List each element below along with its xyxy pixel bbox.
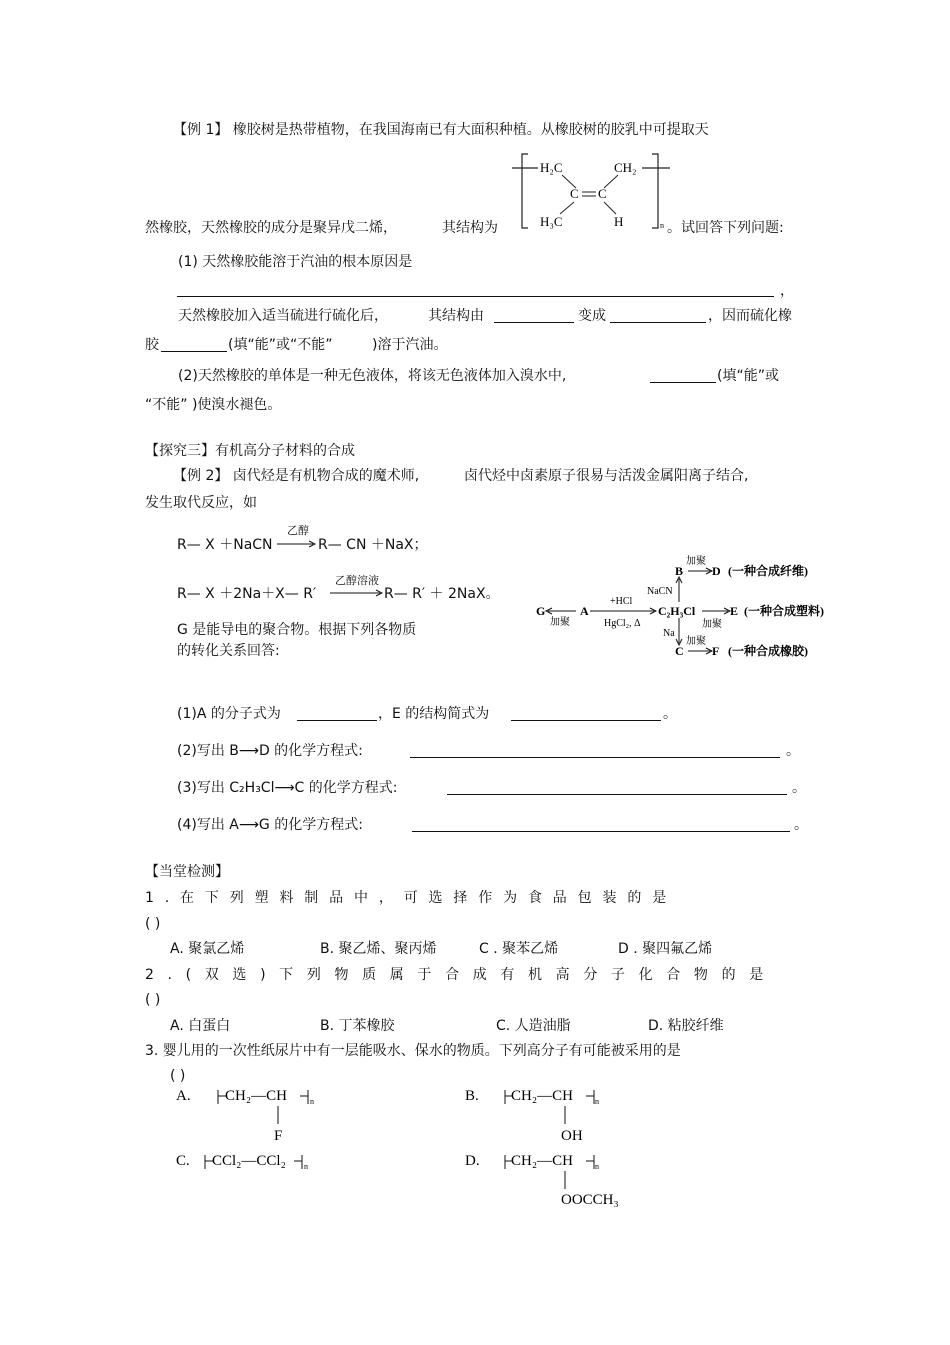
rx2-arrow <box>330 588 384 598</box>
opt-d-label: D. <box>465 1153 480 1169</box>
node-a: A <box>580 604 589 618</box>
ex1-line2b: 其结构为 <box>442 220 498 236</box>
struct-h: H <box>614 214 624 229</box>
f-note: (一种合成橡胶) <box>728 644 808 658</box>
rx2-cond: 乙醇溶液 <box>335 574 379 587</box>
hcl-label: +HCl <box>610 596 633 607</box>
opt-d-n: n <box>595 1162 599 1171</box>
node-d: D <box>712 564 721 578</box>
ex1-line2: 然橡胶，天然橡胶的成分是聚异戊二烯， <box>145 220 397 236</box>
opt-c-n: n <box>304 1162 308 1171</box>
struct-h2c: H₂C <box>540 160 563 175</box>
node-b: B <box>675 564 684 578</box>
opt-a-label: A. <box>176 1088 191 1104</box>
ex1-line1: 【例 1】 橡胶树是热带植物，在我国海南已有大面积种植。从橡胶树的胶乳中可提取天 <box>173 122 709 138</box>
check-q3-opt-d[interactable] <box>463 1146 643 1210</box>
e-note: (一种合成塑料) <box>744 604 824 618</box>
hgcl2-label: HgCl₂, Δ <box>604 618 641 629</box>
ex2-q4-end: 。 <box>794 817 808 833</box>
check-q3-paren[interactable]: ( ) <box>170 1068 186 1084</box>
opt-b-n: n <box>595 1097 599 1106</box>
ex2-line1b: 卤代烃中卤素原子很易与活泼金属阳离子结合, <box>464 468 749 484</box>
struct-ch2: CH₂ <box>614 160 637 175</box>
struct-c2: C <box>598 186 607 201</box>
opt-b-label: B. <box>465 1088 479 1104</box>
rx1-cond: 乙醇 <box>287 524 309 537</box>
rx1-left: R— X ＋NaCN <box>177 537 273 553</box>
check-q2-opt-b[interactable]: B. 丁苯橡胶 <box>320 1018 395 1034</box>
opt-a-main: CH₂—CH <box>225 1088 287 1104</box>
ex2-q4: (4)写出 A⟶G 的化学方程式: <box>177 817 363 833</box>
opt-c-label: C. <box>176 1153 190 1169</box>
node-f: F <box>712 644 720 658</box>
ex2-line2: 发生取代反应，如 <box>145 495 257 511</box>
ex1-q1c-c: )溶于汽油。 <box>372 337 448 353</box>
ga-label: 加聚 <box>550 617 570 628</box>
d-note: (一种合成纤维) <box>728 564 808 578</box>
opt-b-sub: OH <box>561 1128 583 1144</box>
rx2-left: R— X ＋2Na＋X— R′ <box>177 586 317 602</box>
node-c: C <box>675 644 684 658</box>
ex1-q1c-b: (填“能”或“不能” <box>228 337 333 353</box>
ex2-blank-formula-a[interactable] <box>297 706 377 721</box>
ex2-q3-end: 。 <box>792 780 806 796</box>
ex1-blank-bromine[interactable] <box>650 368 716 383</box>
ex2-q1-b: ，E 的结构简式为 <box>378 706 490 722</box>
ex1-q1-answer-line[interactable] <box>177 296 774 297</box>
opt-c-main: CCl₂—CCl₂ <box>212 1153 286 1169</box>
check-q1-opt-a[interactable]: A. 聚氯乙烯 <box>170 941 245 957</box>
check-q2-opt-c[interactable]: C. 人造油脂 <box>496 1018 571 1034</box>
check-q2-opt-a[interactable]: A. 白蛋白 <box>170 1018 231 1034</box>
ex1-blank-soluble[interactable] <box>161 337 227 352</box>
ex1-q1b-a: 天然橡胶加入适当硫进行硫化后， <box>178 308 388 324</box>
check-q2-opt-d[interactable]: D. 粘胶纤维 <box>648 1018 724 1034</box>
opt-a-sub: F <box>274 1128 283 1144</box>
ex2-q2-end: 。 <box>786 743 800 759</box>
check-q1-opt-c[interactable]: C . 聚苯乙烯 <box>479 941 559 957</box>
sec3-title: 【探究三】有机高分子材料的合成 <box>145 443 355 459</box>
cf-label: 加聚 <box>686 636 706 647</box>
rx2-right: R— R′ ＋ 2NaX。 <box>384 586 500 602</box>
struct-h3c: H₃C <box>540 214 563 229</box>
opt-a-n: n <box>310 1097 314 1106</box>
g-text2: 的转化关系回答: <box>177 643 280 659</box>
check-q3-opt-c[interactable] <box>170 1146 330 1176</box>
rx1-arrow <box>277 539 317 549</box>
check-q1: 1 . 在 下 列 塑 料 制 品 中 ， 可 选 择 作 为 食 品 包 装 的 是 <box>145 890 670 906</box>
na-label: Na <box>663 628 675 639</box>
ex2-line1a: 【例 2】 卤代烃是有机物合成的魔术师, <box>173 468 420 484</box>
check-q1-paren[interactable]: ( ) <box>145 916 161 932</box>
node-c2h3cl: C₂H₃Cl <box>658 604 696 618</box>
check-q2-paren[interactable]: ( ) <box>145 992 161 1008</box>
ex1-q2-a: (2)天然橡胶的单体是一种无色液体，将该无色液体加入溴水中, <box>178 368 567 384</box>
node-e: E <box>730 604 739 618</box>
check-q2: 2 . ( 双 选 ) 下 列 物 质 属 于 合 成 有 机 高 分 子 化 合 物 的 是 <box>145 967 768 983</box>
ce-label: 加聚 <box>702 619 722 630</box>
ex1-q1b-c: 变成 <box>578 308 606 324</box>
nacn-label: NaCN <box>647 586 673 597</box>
ex2-q1-end: 。 <box>663 706 677 722</box>
ex1-q2-b: (填“能”或 <box>717 368 779 384</box>
ex2-q2: (2)写出 B⟶D 的化学方程式: <box>177 743 363 759</box>
opt-d-sub: OOCCH₃ <box>561 1192 619 1208</box>
ex2-blank-structure-e[interactable] <box>511 706 661 721</box>
ex1-q1: (1) 天然橡胶能溶于汽油的根本原因是 <box>178 254 413 270</box>
ex1-q1-comma: ， <box>780 283 794 299</box>
check-q3-opt-a[interactable] <box>170 1082 330 1144</box>
opt-b-main: CH₂—CH <box>511 1088 573 1104</box>
check-q3: 3. 婴儿用的一次性纸尿片中有一层能吸水、保水的物质。下列高分子有可能被采用的是 <box>145 1043 681 1059</box>
node-g: G <box>536 604 546 618</box>
polyisoprene-structure <box>510 148 670 234</box>
struct-c1: C <box>570 186 579 201</box>
ex1-line2c: 。试回答下列问题: <box>667 220 784 236</box>
ex1-q2c: “不能” )使溴水褪色。 <box>145 397 282 413</box>
ex1-q1b-d: ，因而硫化橡 <box>708 308 792 324</box>
check-title: 【当堂检测】 <box>145 864 229 880</box>
rx1-right: R— CN ＋NaX； <box>318 537 428 553</box>
ex2-blank-a-to-g[interactable] <box>412 817 790 832</box>
check-q1-opt-d[interactable]: D . 聚四氟乙烯 <box>618 941 713 957</box>
ex1-q1b-b: 其结构由 <box>428 308 484 324</box>
ex1-blank-structure-to[interactable] <box>610 308 706 323</box>
ex1-blank-structure-from[interactable] <box>494 308 574 323</box>
ex2-q1-a: (1)A 的分子式为 <box>177 706 281 722</box>
check-q1-opt-b[interactable]: B. 聚乙烯、聚丙烯 <box>320 941 437 957</box>
struct-n: n <box>660 221 664 230</box>
bd-label: 加聚 <box>686 556 706 567</box>
ex2-blank-b-to-d[interactable] <box>410 743 780 758</box>
check-q3-opt-b[interactable] <box>463 1082 623 1144</box>
ex2-q3: (3)写出 C₂H₃Cl⟶C 的化学方程式: <box>177 780 398 796</box>
conversion-diagram <box>530 552 840 664</box>
ex2-blank-c2h3cl-to-c[interactable] <box>447 780 787 795</box>
ex1-q1c-a: 胶 <box>145 337 159 353</box>
g-text1: G 是能导电的聚合物。根据下列各物质 <box>177 622 417 638</box>
opt-d-main: CH₂—CH <box>511 1153 573 1169</box>
